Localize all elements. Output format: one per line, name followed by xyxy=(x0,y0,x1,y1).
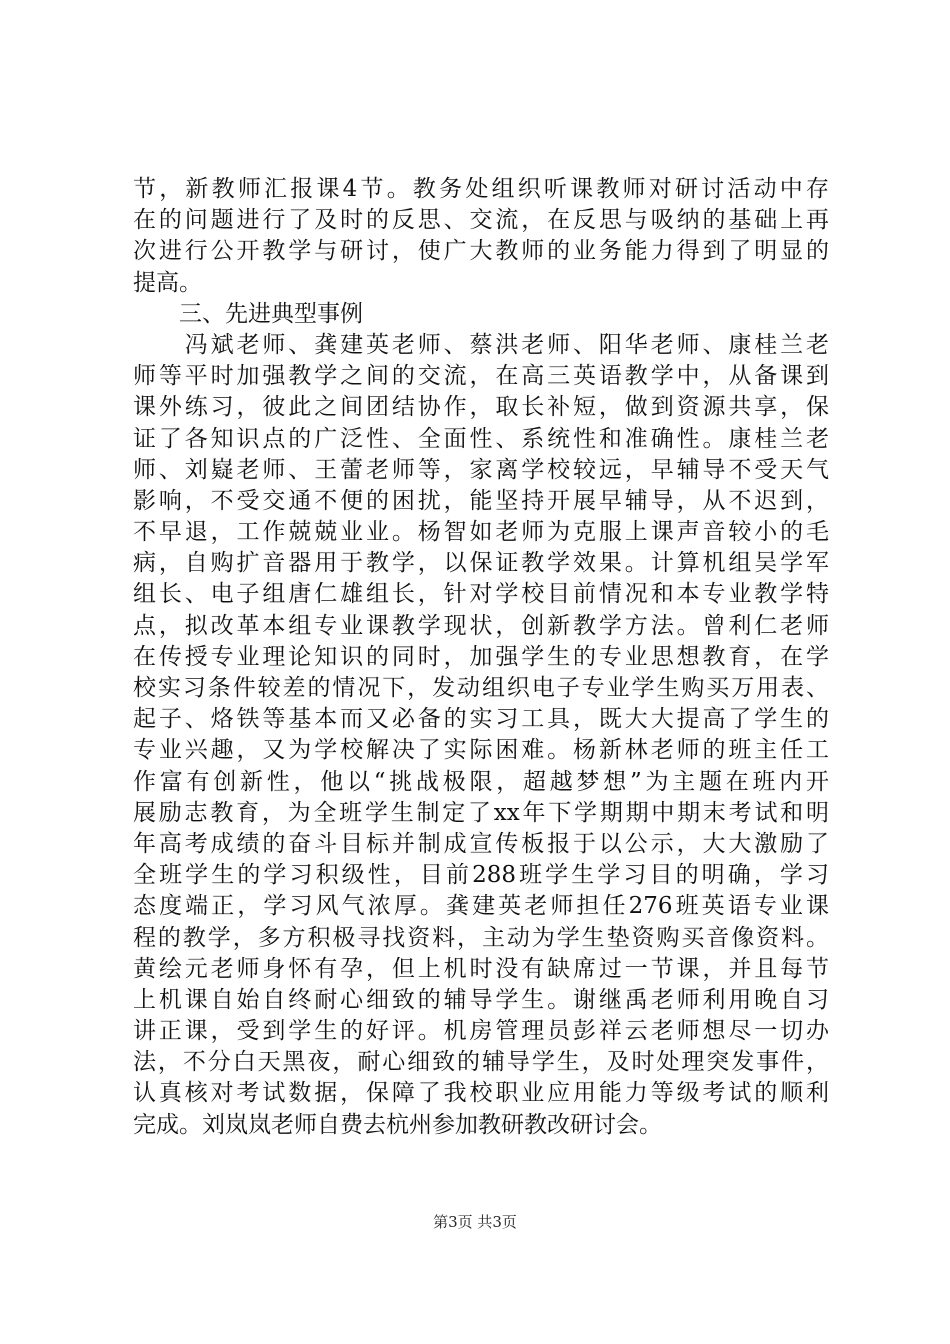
text-line: 师、刘嶷老师、王蕾老师等，家离学校较远，早辅导不受天气 xyxy=(133,456,829,483)
text-line: 全班学生的学习积级性，目前288班学生学习目的明确，学习 xyxy=(133,862,829,889)
text-line: 师等平时加强教学之间的交流，在高三英语教学中，从备课到 xyxy=(133,363,829,390)
text-line: 认真核对考试数据，保障了我校职业应用能力等级考试的顺利 xyxy=(133,1080,829,1107)
text-line: 程的教学，多方积极寻找资料，主动为学生垫资购买音像资料。 xyxy=(133,924,829,951)
page-number-footer: 第3页 共3页 xyxy=(433,1213,517,1231)
text-line: 上机课自始自终耐心细致的辅导学生。谢继禹老师利用晚自习 xyxy=(133,986,829,1013)
text-line: 病，自购扩音器用于教学，以保证教学效果。计算机组吴学军 xyxy=(133,550,829,577)
text-line: 展励志教育，为全班学生制定了xx年下学期期中期末考试和明 xyxy=(133,799,829,826)
text-line: 专业兴趣，又为学校解决了实际困难。杨新林老师的班主任工 xyxy=(133,737,829,764)
text-line: 次进行公开教学与研讨，使广大教师的业务能力得到了明显的 xyxy=(133,238,829,265)
text-line: 校实习条件较差的情况下，发动组织电子专业学生购买万用表、 xyxy=(133,675,829,701)
text-line: 在传授专业理论知识的同时，加强学生的专业思想教育，在学 xyxy=(133,643,829,670)
text-line: 讲正课，受到学生的好评。机房管理员彭祥云老师想尽一切办 xyxy=(133,1018,829,1045)
text-line: 证了各知识点的广泛性、全面性、系统性和准确性。康桂兰老 xyxy=(133,425,829,452)
text-line: 黄绘元老师身怀有孕，但上机时没有缺席过一节课，并且每节 xyxy=(133,955,829,982)
text-line: 不早退，工作兢兢业业。杨智如老师为克服上课声音较小的毛 xyxy=(133,519,829,546)
text-line: 节，新教师汇报课4节。教务处组织听课教师对研讨活动中存 xyxy=(133,176,829,202)
document-body xyxy=(133,174,829,1141)
text-line: 态度端正，学习风气浓厚。龚建英老师担任276班英语专业课 xyxy=(133,893,829,920)
text-line: 组长、电子组唐仁雄组长，针对学校目前情况和本专业教学特 xyxy=(133,581,829,608)
text-line: 课外练习，彼此之间团结协作，取长补短，做到资源共享，保 xyxy=(133,394,829,421)
text-line: 点，拟改革本组专业课教学现状，创新教学方法。曾利仁老师 xyxy=(133,612,829,639)
text-line: 年高考成绩的奋斗目标并制成宣传板报于以公示，大大激励了 xyxy=(133,830,829,857)
text-line: 冯斌老师、龚建英老师、蔡洪老师、阳华老师、康桂兰老 xyxy=(133,331,829,358)
text-line: 提高。 xyxy=(133,269,202,296)
section-heading: 三、先进典型事例 xyxy=(179,300,363,327)
text-line: 影响，不受交通不便的困扰，能坚持开展早辅导，从不迟到， xyxy=(133,487,829,514)
text-line: 法，不分白天黑夜，耐心细致的辅导学生，及时处理突发事件， xyxy=(133,1049,829,1076)
text-line: 在的问题进行了及时的反思、交流，在反思与吸纳的基础上再 xyxy=(133,207,829,234)
text-line: 完成。刘岚岚老师自费去杭州参加教研教改研讨会。 xyxy=(133,1111,662,1138)
text-line: 起子、烙铁等基本而又必备的实习工具，既大大提高了学生的 xyxy=(133,706,829,733)
text-line: 作富有创新性，他以“挑战极限，超越梦想”为主题在班内开 xyxy=(133,768,829,795)
